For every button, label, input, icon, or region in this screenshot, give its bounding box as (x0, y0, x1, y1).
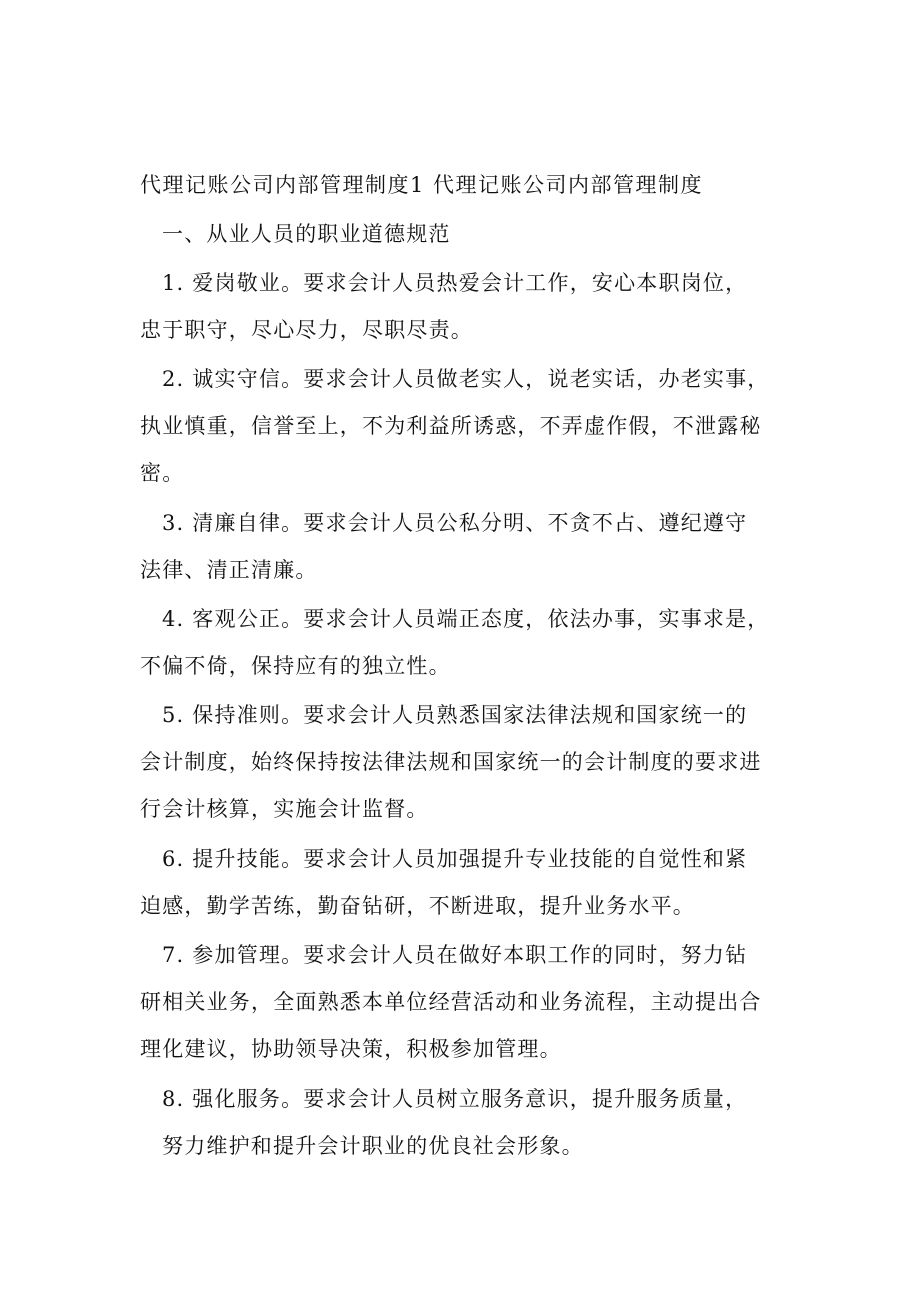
paragraph-line: 密。 (140, 461, 185, 485)
document-title: 代理记账公司内部管理制度1 代理记账公司内部管理制度 (140, 173, 704, 197)
section-heading: 一、从业人员的职业道德规范 (162, 222, 451, 246)
paragraph-line: 5. 保持准则。要求会计人员熟悉国家法律法规和国家统一的 (162, 703, 748, 727)
paragraph-line: 3. 清廉自律。要求会计人员公私分明、不贪不占、遵纪遵守 (162, 511, 748, 535)
paragraph-line: 研相关业务，全面熟悉本单位经营活动和业务流程，主动提出合 (140, 990, 762, 1014)
paragraph-line: 执业慎重，信誉至上，不为利益所诱惑，不弄虚作假，不泄露秘 (140, 414, 762, 438)
paragraph-line: 1. 爱岗敬业。要求会计人员热爱会计工作，安心本职岗位， (162, 271, 748, 295)
paragraph-line: 会计制度，始终保持按法律法规和国家统一的会计制度的要求进 (140, 750, 762, 774)
paragraph-line: 6. 提升技能。要求会计人员加强提升专业技能的自觉性和紧 (162, 847, 748, 871)
paragraph-line: 忠于职守，尽心尽力，尽职尽责。 (140, 318, 473, 342)
paragraph-line: 7. 参加管理。要求会计人员在做好本职工作的同时，努力钻 (162, 943, 748, 967)
paragraph-line: 不偏不倚，保持应有的独立性。 (140, 654, 451, 678)
paragraph-line: 法律、清正清廉。 (140, 558, 318, 582)
paragraph-line: 4. 客观公正。要求会计人员端正态度，依法办事，实事求是， (162, 607, 770, 631)
paragraph-line: 努力维护和提升会计职业的优良社会形象。 (162, 1134, 584, 1158)
paragraph-line: 2. 诚实守信。要求会计人员做老实人，说老实话，办老实事， (162, 367, 770, 391)
paragraph-line: 理化建议，协助领导决策，积极参加管理。 (140, 1037, 562, 1061)
paragraph-line: 行会计核算，实施会计监督。 (140, 797, 429, 821)
paragraph-line: 迫感，勤学苦练，勤奋钻研，不断进取，提升业务水平。 (140, 894, 695, 918)
paragraph-line: 8. 强化服务。要求会计人员树立服务意识，提升服务质量， (162, 1087, 748, 1111)
